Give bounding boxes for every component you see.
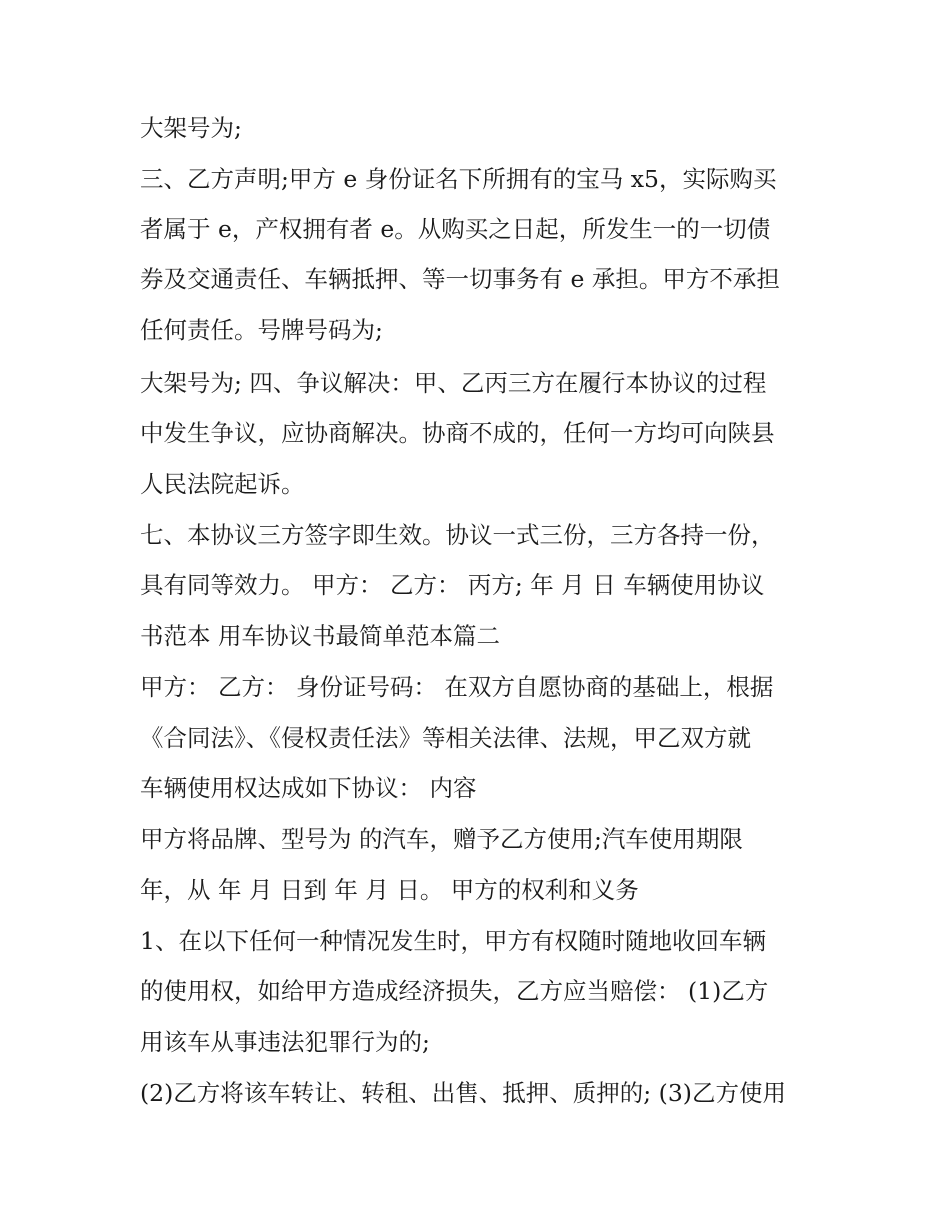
text-line: 大架号为; 四、争议解决：甲、乙丙三方在履行本协议的过程 — [140, 369, 767, 397]
text-line: 《合同法》、《侵权责任法》等相关法律、法规，甲乙双方就 — [140, 724, 751, 752]
text-line: 任何责任。号牌号码为; — [140, 316, 383, 344]
text-line: 用该车从事违法犯罪行为的; — [140, 1028, 430, 1056]
text-line: 七、本协议三方签字即生效。协议一式三份，三方各持一份， — [140, 521, 775, 549]
text-line: 人民法院起诉。 — [140, 470, 305, 498]
text-line: 三、乙方声明;甲方 e 身份证名下所拥有的宝马 x5，实际购买 — [140, 165, 777, 193]
text-line: 甲方将品牌、型号为 的汽车，赠予乙方使用;汽车使用期限 — [140, 825, 743, 853]
text-line: 书范本 用车协议书最简单范本篇二 — [140, 622, 500, 650]
text-line: 的使用权，如给甲方造成经济损失，乙方应当赔偿： (1)乙方 — [140, 977, 769, 1005]
text-line: 车辆使用权达成如下协议： 内容 — [140, 774, 477, 802]
text-line: 年，从 年 月 日到 年 月 日。 甲方的权利和义务 — [140, 876, 639, 904]
text-line: 者属于 e，产权拥有者 e。从购买之日起，所发生一的一切债 — [140, 215, 771, 243]
text-line: (2)乙方将该车转让、转租、出售、抵押、质押的; (3)乙方使用 — [140, 1079, 786, 1107]
text-line: 1、在以下任何一种情况发生时，甲方有权随时随地收回车辆 — [140, 927, 766, 955]
text-line: 券及交通责任、车辆抵押、等一切事务有 e 承担。甲方不承担 — [140, 265, 780, 293]
text-line: 具有同等效力。 甲方： 乙方： 丙方; 年 月 日 车辆使用协议 — [140, 571, 765, 599]
text-line: 甲方： 乙方： 身份证号码： 在双方自愿协商的基础上，根据 — [140, 673, 774, 701]
text-line: 中发生争议，应协商解决。协商不成的，任何一方均可向陕县 — [140, 419, 775, 447]
text-line: 大架号为; — [140, 114, 242, 142]
